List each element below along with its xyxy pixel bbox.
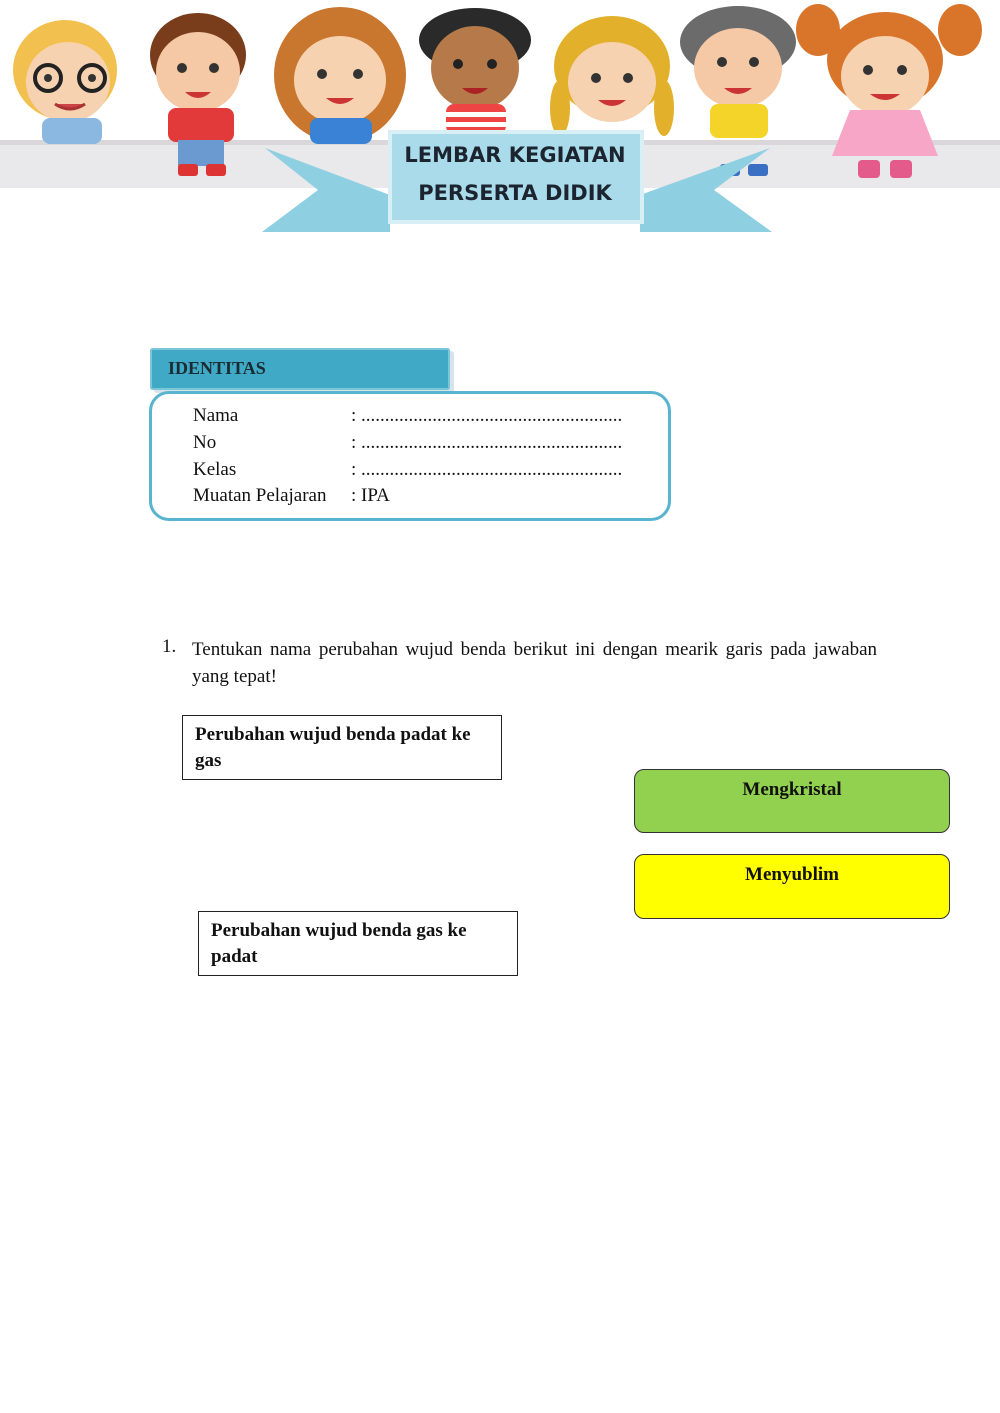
identity-label: No (193, 432, 217, 453)
child-illustration (419, 8, 531, 134)
question-number: 1. (162, 636, 177, 657)
prompt-box-solid-to-gas[interactable] (182, 715, 502, 780)
identity-heading-tab (150, 348, 450, 390)
identity-heading: IDENTITAS (168, 358, 266, 378)
worksheet-title (390, 136, 640, 212)
answer-box-mengkristal[interactable] (634, 769, 950, 833)
identity-label: Muatan Pelajaran (193, 485, 327, 506)
prompt-text: Perubahan wujud benda padat ke gas (195, 724, 471, 771)
answer-label: Mengkristal (742, 779, 842, 800)
answer-label: Menyublim (745, 864, 839, 885)
identity-name-field[interactable]: : ....................................................... (351, 405, 623, 426)
question-text: Tentukan nama perubahan wujud benda berikut ini dengan mearik garis pada jawaban yang tepat! (192, 639, 877, 687)
prompt-box-gas-to-solid[interactable] (198, 911, 518, 976)
child-illustration (274, 7, 406, 144)
identity-kelas-field[interactable]: : ....................................................... (351, 459, 623, 480)
title-line-2: PERSERTA DIDIK (418, 181, 612, 205)
identity-no-field[interactable]: : ....................................................... (351, 432, 623, 453)
child-illustration (13, 20, 117, 144)
answer-box-menyublim[interactable] (634, 854, 950, 919)
identity-label: Nama (193, 405, 239, 426)
identity-subject-value: : IPA (351, 485, 390, 506)
title-line-1: LEMBAR KEGIATAN (404, 143, 626, 167)
identity-label: Kelas (193, 459, 237, 480)
prompt-text: Perubahan wujud benda gas ke padat (211, 920, 467, 967)
child-illustration (550, 16, 674, 136)
